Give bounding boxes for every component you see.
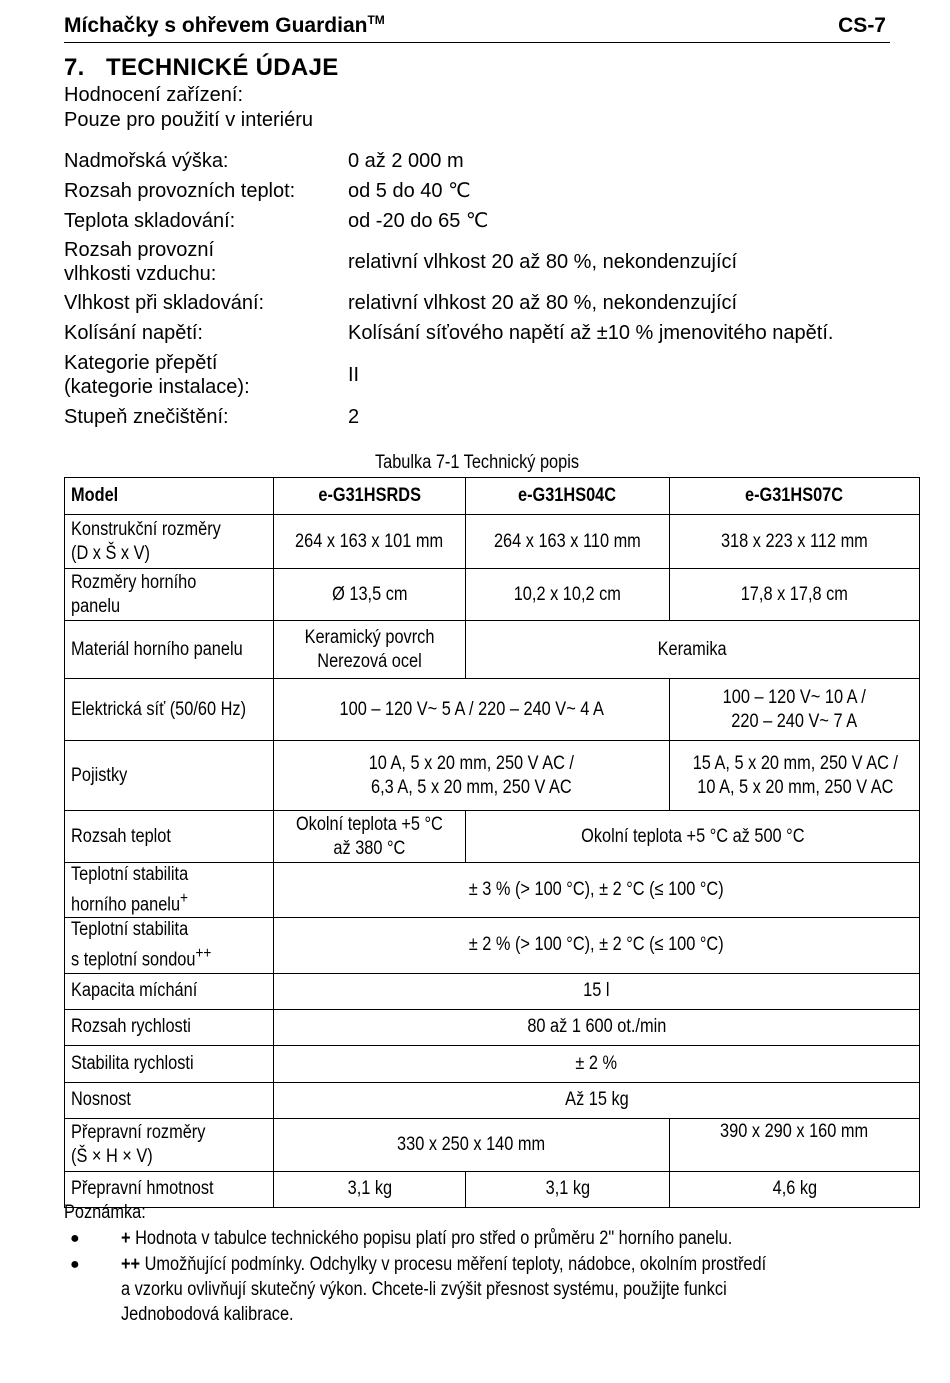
table-cell: 264 x 163 x 101 mm [274,515,466,569]
column-header: Model [65,478,274,515]
table-cell: 100 – 120 V~ 5 A / 220 – 240 V~ 4 A [274,679,670,741]
row-label: Přepravní rozměry (Š × H × V) [65,1118,274,1171]
table-cell: Keramika [466,621,920,679]
table-cell: 3,1 kg [274,1171,466,1207]
page-number: CS-7 [838,14,886,37]
column-header: e-G31HS07C [670,478,920,515]
table-row [65,918,920,973]
table-cell: 15 l [274,973,920,1009]
table-caption: Tabulka 7-1 Technický popis [374,452,580,473]
spec-row: Nadmořská výška: 0 až 2 000 m [64,150,464,172]
page-header [64,12,890,43]
row-label: Teplotní stabilita horního panelu+ [65,863,274,918]
table-cell: 390 x 290 x 160 mm [670,1118,920,1171]
section-heading: 7. TECHNICKÉ ÚDAJE [64,54,339,81]
row-label: Teplotní stabilita s teplotní sondou++ [65,918,274,973]
table-row [65,1118,920,1171]
table-cell: 10,2 x 10,2 cm [466,569,670,621]
spec-row: Kategorie přepětí (kategorie instalace): II [64,352,360,398]
note-item: ● + Hodnota v tabulce technického popisu platí pro střed o průměru 2" horního panelu. [70,1228,733,1249]
table-cell: 17,8 x 17,8 cm [670,569,920,621]
row-label: Materiál horního panelu [65,621,274,679]
bullet-icon: ● [70,1230,80,1247]
table-row [65,1009,920,1045]
table-row [65,679,920,741]
table-cell: ± 3 % (> 100 °C), ± 2 °C (≤ 100 °C) [274,863,920,918]
intro-line-rating: Hodnocení zařízení: [64,84,243,106]
notes-list [64,1226,904,1328]
row-label: Pojistky [65,741,274,811]
table-cell: 100 – 120 V~ 10 A / 220 – 240 V~ 7 A [670,679,920,741]
row-label: Přepravní hmotnost [65,1171,274,1207]
row-label: Elektrická síť (50/60 Hz) [65,679,274,741]
notes-title: Poznámka: [64,1202,146,1223]
table-row [65,973,920,1009]
table-row [65,1045,920,1082]
spec-row: Rozsah provozní vlhkosti vzduchu: relativní vlhkost 20 až 80 %, nekondenzující [64,239,738,285]
row-label: Stabilita rychlosti [65,1045,274,1082]
table-cell: ± 2 % (> 100 °C), ± 2 °C (≤ 100 °C) [274,918,920,973]
table-cell: Keramický povrch Nerezová ocel [274,621,466,679]
row-label: Kapacita míchání [65,973,274,1009]
spec-list [64,146,904,432]
column-header: e-G31HS04C [466,478,670,515]
table-row [65,811,920,863]
table-row [65,515,920,569]
table-cell: 264 x 163 x 110 mm [466,515,670,569]
spec-row: Rozsah provozních teplot: od 5 do 40 ℃ [64,180,471,202]
note-item: ● ++ Umožňující podmínky. Odchylky v procesu měření teploty, nádobce, okolním prostředí a vzorku ovlivňují skutečný výkon. Chcete-li zvýšit přesnost systému, použijte funkci Jednobodová kalibrace. [70,1254,767,1325]
document-title: Míchačky s ohřevem Guardian™ [64,13,385,37]
table-cell: 80 až 1 600 ot./min [274,1009,920,1045]
table-cell: Ø 13,5 cm [274,569,466,621]
table-row [65,863,920,918]
spec-row: Teplota skladování: od -20 do 65 ℃ [64,210,489,232]
row-label: Nosnost [65,1082,274,1118]
table-cell: 3,1 kg [466,1171,670,1207]
bullet-icon: ● [70,1256,80,1273]
technical-table [64,477,920,1208]
column-header: e-G31HSRDS [274,478,466,515]
table-row [65,1082,920,1118]
table-cell: 10 A, 5 x 20 mm, 250 V AC / 6,3 A, 5 x 20 mm, 250 V AC [274,741,670,811]
table-cell: Okolní teplota +5 °C až 500 °C [466,811,920,863]
row-label: Konstrukční rozměry (D x Š x V) [65,515,274,569]
spec-row: Vlhkost při skladování: relativní vlhkost 20 až 80 %, nekondenzující [64,292,738,314]
row-label: Rozměry horního panelu [65,569,274,621]
table-cell: 15 A, 5 x 20 mm, 250 V AC / 10 A, 5 x 20 mm, 250 V AC [670,741,920,811]
table-cell: 330 x 250 x 140 mm [274,1118,670,1171]
table-row [65,569,920,621]
intro-line-indoor: Pouze pro použití v interiéru [64,109,314,131]
table-cell: 4,6 kg [670,1171,920,1207]
row-label: Rozsah teplot [65,811,274,863]
table-row [65,1171,920,1207]
table-header-row [65,478,920,515]
table-cell: 318 x 223 x 112 mm [670,515,920,569]
table-cell: Okolní teplota +5 °C až 380 °C [274,811,466,863]
table-row [65,621,920,679]
table-cell: ± 2 % [274,1045,920,1082]
table-row [65,741,920,811]
spec-row: Kolísání napětí: Kolísání síťového napětí až ±10 % jmenovitého napětí. [64,322,834,344]
table-cell: Až 15 kg [274,1082,920,1118]
row-label: Rozsah rychlosti [65,1009,274,1045]
spec-row: Stupeň znečištění: 2 [64,406,360,428]
